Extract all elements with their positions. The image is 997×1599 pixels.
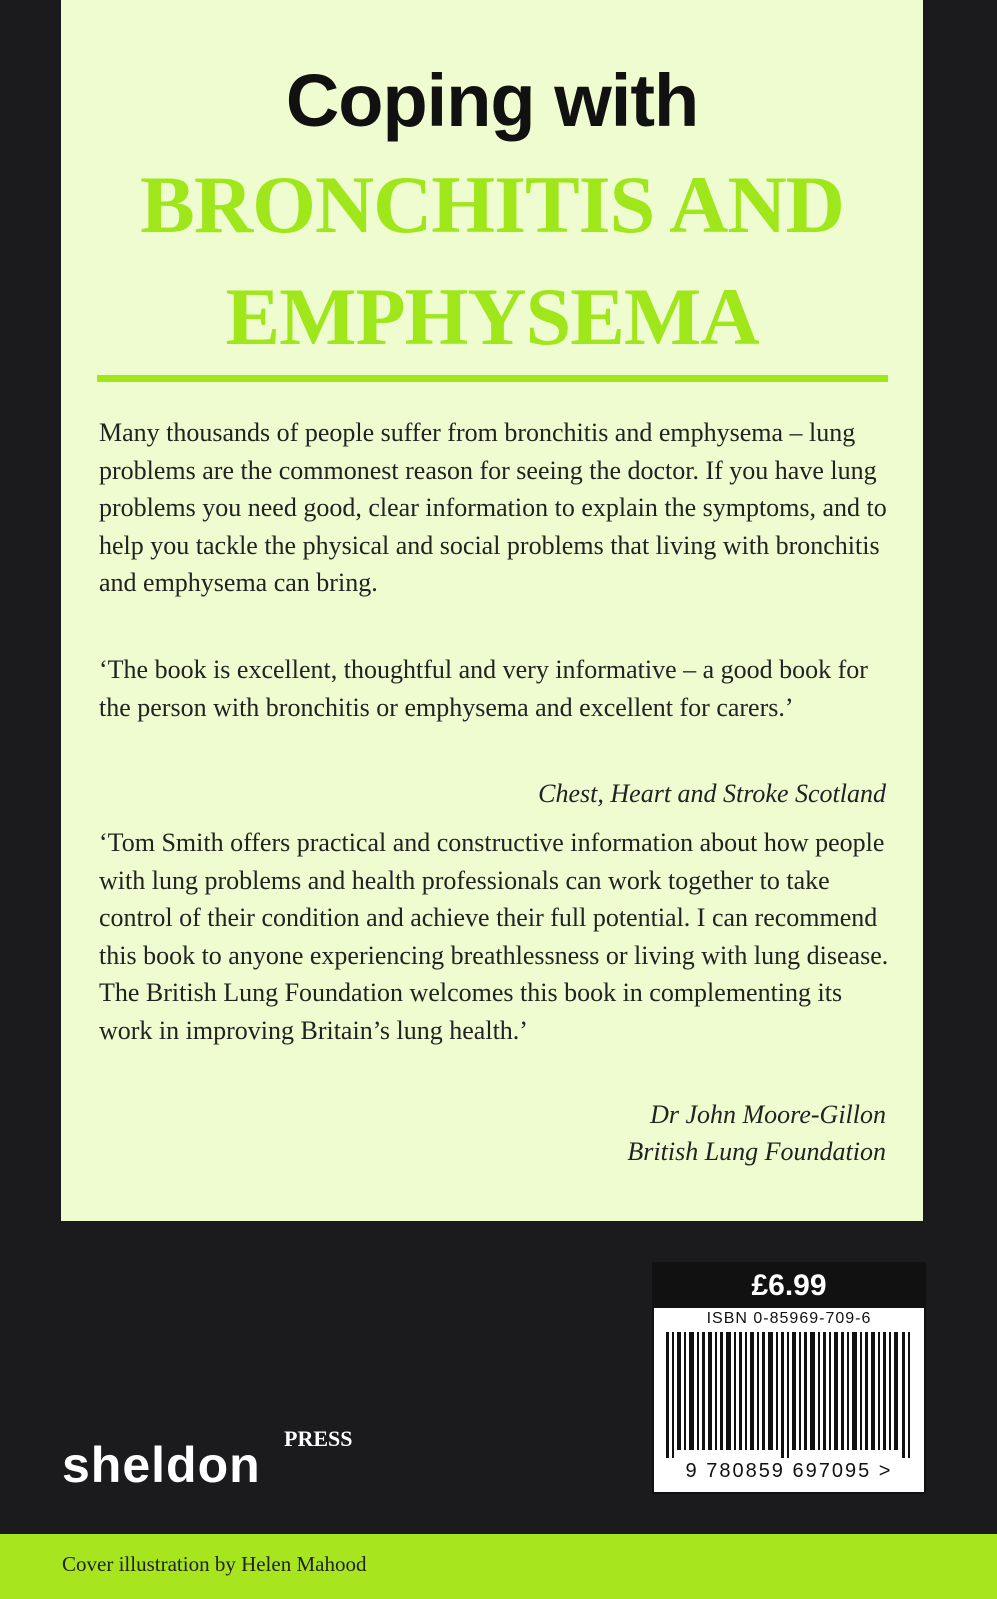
blurb-paragraph: Many thousands of people suffer from bronchitis and emphysema – lung problems are the commonest reason for seeing the doctor. If you have lung problems you need good, clear information to explain the symptoms, and to help you tackle the physical and social problems that living with bronchitis and emphysema can bring.	[99, 418, 887, 597]
logo-sheldon-text: sheldon	[62, 1437, 261, 1493]
footer-band	[0, 1534, 997, 1599]
title-coping-with: Coping with	[285, 59, 699, 142]
price-barcode-box	[652, 1262, 926, 1494]
barcode-icon	[664, 1332, 914, 1458]
review-author-2: Dr John Moore-Gillon	[650, 1100, 886, 1129]
review-quote-2: ‘Tom Smith offers practical and constructive information about how people with lung problems and health professionals can work together to take control of their condition and achieve their full potential. I can recommend this book to anyone experiencing breathlessness or living with lung disease. The British Lung Foundation welcomes this book in complementing its work in improving Britain’s lung health.’	[99, 828, 889, 1045]
publisher-logo	[62, 1426, 362, 1496]
title-divider	[97, 375, 888, 382]
review-source-1: Chest, Heart and Stroke Scotland	[538, 779, 886, 808]
review-org-2: British Lung Foundation	[627, 1137, 886, 1166]
review-quote-1: ‘The book is excellent, thoughtful and very informative – a good book for the person with bronchitis or emphysema and excellent for carers.’	[99, 655, 868, 722]
title-bronchitis-and: BRONCHITIS AND	[140, 159, 844, 250]
logo-press-text: PRESS	[284, 1426, 353, 1451]
cover-panel	[61, 0, 923, 1221]
ean-number: 9 780859 697095 >	[685, 1460, 893, 1482]
price-label: £6.99	[654, 1264, 924, 1308]
title-emphysema: EMPHYSEMA	[225, 271, 759, 362]
cover-credit: Cover illustration by Helen Mahood	[62, 1552, 367, 1576]
isbn-label: ISBN 0-85969-709-6	[706, 1310, 872, 1327]
